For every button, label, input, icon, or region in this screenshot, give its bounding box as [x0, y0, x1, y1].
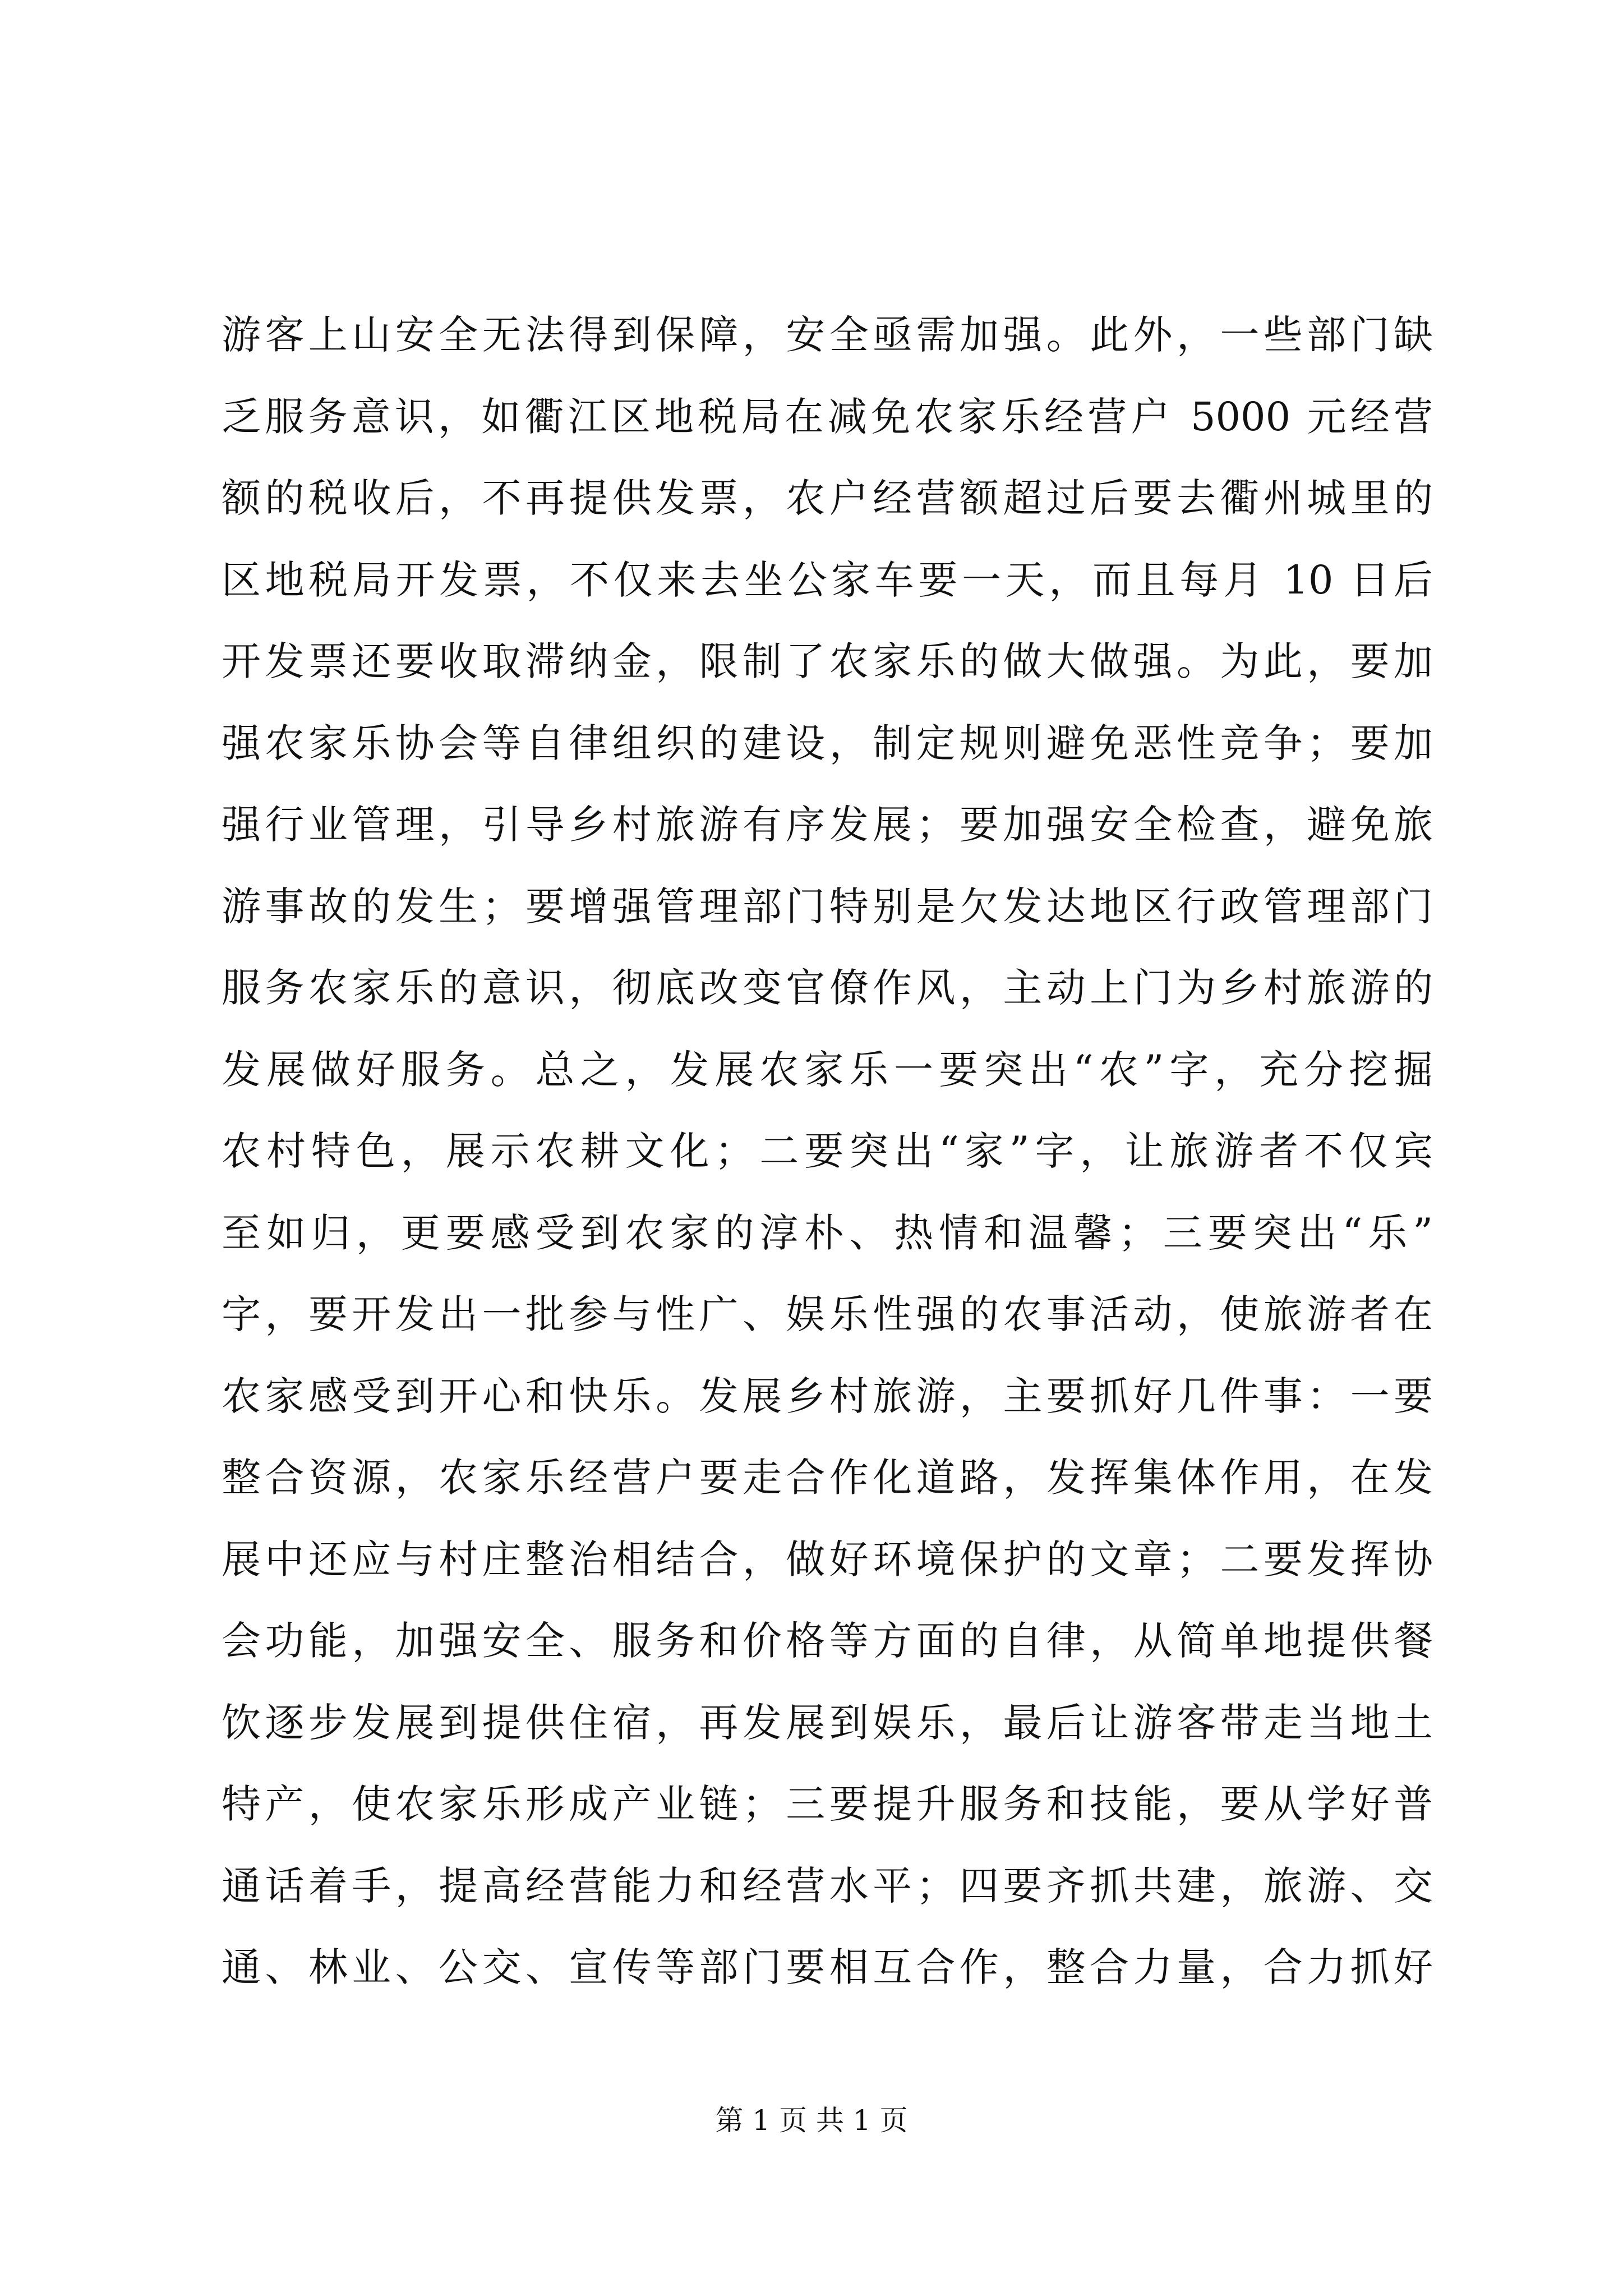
page-footer: 第 1 页 共 1 页	[715, 2104, 908, 2137]
text-line: 会功能，加强安全、服务和价格等方面的自律，从简单地提供餐	[222, 1618, 1433, 1664]
text-line: 饮逐步发展到提供住宿，再发展到娱乐，最后让游客带走当地土	[222, 1699, 1433, 1746]
text-line: 游事故的发生；要增强管理部门特别是欠发达地区行政管理部门	[222, 883, 1433, 930]
text-line: 额的税收后，不再提供发票，农户经营额超过后要去衢州城里的	[222, 475, 1433, 521]
text-line: 服务农家乐的意识，彻底改变官僚作风，主动上门为乡村旅游的	[222, 965, 1433, 1011]
text-line: 开发票还要收取滞纳金，限制了农家乐的做大做强。为此，要加	[222, 638, 1433, 684]
text-line: 至如归，更要感受到农家的淳朴、热情和温馨；三要突出“乐”	[222, 1209, 1433, 1256]
text-line: 强农家乐协会等自律组织的建设，制定规则避免恶性竞争；要加	[222, 720, 1433, 766]
text-line: 展中还应与村庄整治相结合，做好环境保护的文章；二要发挥协	[222, 1536, 1433, 1582]
text-line: 通、林业、公交、宣传等部门要相互合作，整合力量，合力抓好	[222, 1944, 1433, 1990]
text-line: 强行业管理，引导乡村旅游有序发展；要加强安全检查，避免旅	[222, 802, 1433, 848]
text-line: 整合资源，农家乐经营户要走合作化道路，发挥集体作用，在发	[222, 1455, 1433, 1501]
body-paragraph	[222, 295, 1433, 2009]
text-line: 游客上山安全无法得到保障，安全亟需加强。此外，一些部门缺	[222, 312, 1433, 358]
text-line: 区地税局开发票，不仅来去坐公家车要一天，而且每月 10 日后	[222, 556, 1433, 603]
text-line: 字，要开发出一批参与性广、娱乐性强的农事活动，使旅游者在	[222, 1291, 1433, 1337]
text-line: 农村特色，展示农耕文化；二要突出“家”字，让旅游者不仅宾	[222, 1128, 1433, 1174]
text-line: 农家感受到开心和快乐。发展乡村旅游，主要抓好几件事：一要	[222, 1373, 1433, 1419]
text-line: 发展做好服务。总之，发展农家乐一要突出“农”字，充分挖掘	[222, 1046, 1433, 1093]
text-line: 乏服务意识，如衢江区地税局在减免农家乐经营户 5000 元经营	[222, 393, 1433, 440]
text-line: 通话着手，提高经营能力和经营水平；四要齐抓共建，旅游、交	[222, 1862, 1433, 1909]
text-line: 特产，使农家乐形成产业链；三要提升服务和技能，要从学好普	[222, 1781, 1433, 1827]
